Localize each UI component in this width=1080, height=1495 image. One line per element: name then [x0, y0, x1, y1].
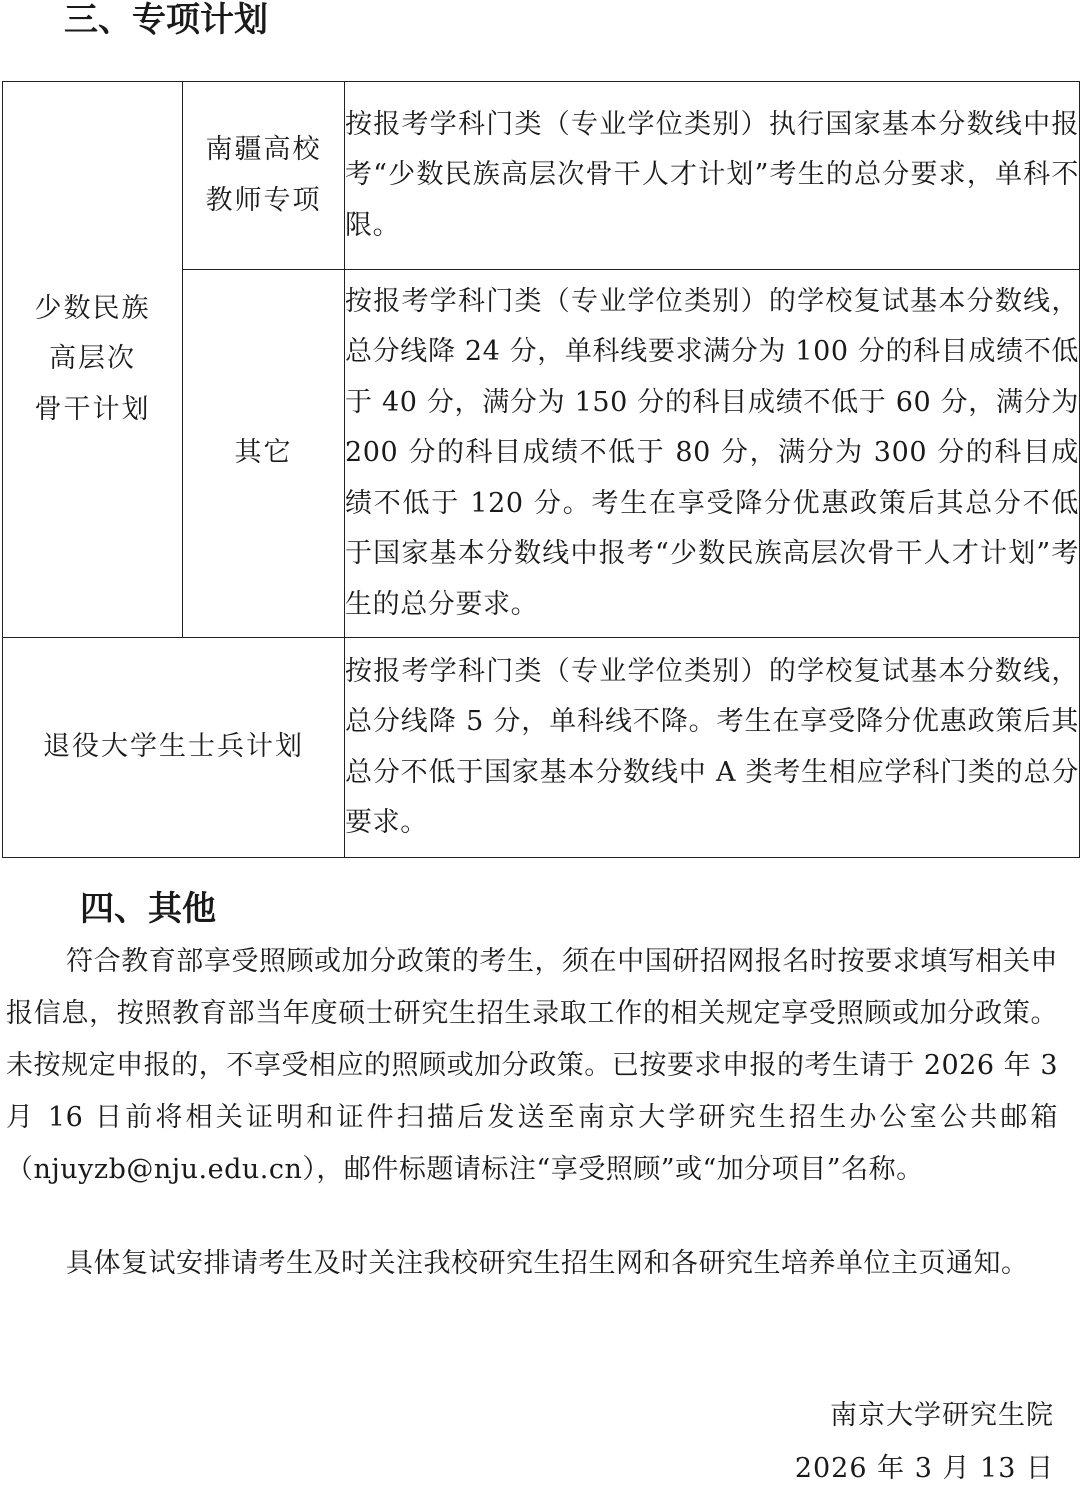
signature-organization: 南京大学研究生院 — [830, 1400, 1054, 1431]
veteran-plan-requirement: 按报考学科门类（专业学位类别）的学校复试基本分数线，总分线降 5 分，单科线不降。考生在享受降分优惠政策后其总分不低于国家基本分数线中 A 类考生相应学科门类的总分要求。 — [345, 638, 1080, 858]
table-row — [3, 82, 1080, 270]
special-plan-table — [2, 81, 1080, 858]
other-label: 其它 — [183, 270, 345, 638]
veteran-plan-label: 退役大学生士兵计划 — [3, 638, 345, 858]
nanjiang-teacher-requirement: 按报考学科门类（专业学位类别）执行国家基本分数线中报考“少数民族高层次骨干人才计划”考生的总分要求，单科不限。 — [345, 82, 1080, 270]
policy-paragraph-text: 符合教育部享受照顾或加分政策的考生，须在中国研招网报名时按要求填写相关申报信息，按照教育部当年度硕士研究生招生录取工作的相关规定享受照顾或加分政策。未按规定申报的，不享受相应的照顾或加分政策。已按要求申报的考生请于 2026 年 3 月 16 日前将相关证明和证件扫描后发送至南京大学研究生招生办公室公共邮箱（njuyzb@nju.edu.cn），邮件标题请标注“享受照顾”或“加分项目”名称。 — [6, 946, 1058, 1185]
signature-date: 2026 年 3 月 13 日 — [794, 1453, 1054, 1484]
nanjiang-teacher-label: 南疆高校 教师专项 — [183, 82, 345, 270]
policy-paragraph — [6, 936, 1058, 1196]
section-3-title: 三、专项计划 — [64, 0, 268, 40]
other-requirement: 按报考学科门类（专业学位类别）的学校复试基本分数线，总分线降 24 分，单科线要求满分为 100 分的科目成绩不低于 40 分，满分为 150 分的科目成绩不低于 60 分，满分为 200 分的科目成绩不低于 80 分，满分为 300 分的科目成绩不低于 120 分。考生在享受降分优惠政策后其总分不低于国家基本分数线中报考“少数民族高层次骨干人才计划”考生的总分要求。 — [345, 270, 1080, 638]
table-row — [3, 638, 1080, 858]
minority-plan-label: 少数民族 高层次 骨干计划 — [3, 82, 183, 638]
notice-paragraph-text: 具体复试安排请考生及时关注我校研究生招生网和各研究生培养单位主页通知。 — [66, 1248, 1029, 1279]
section-4-title: 四、其他 — [80, 889, 216, 929]
notice-paragraph — [6, 1238, 1058, 1290]
